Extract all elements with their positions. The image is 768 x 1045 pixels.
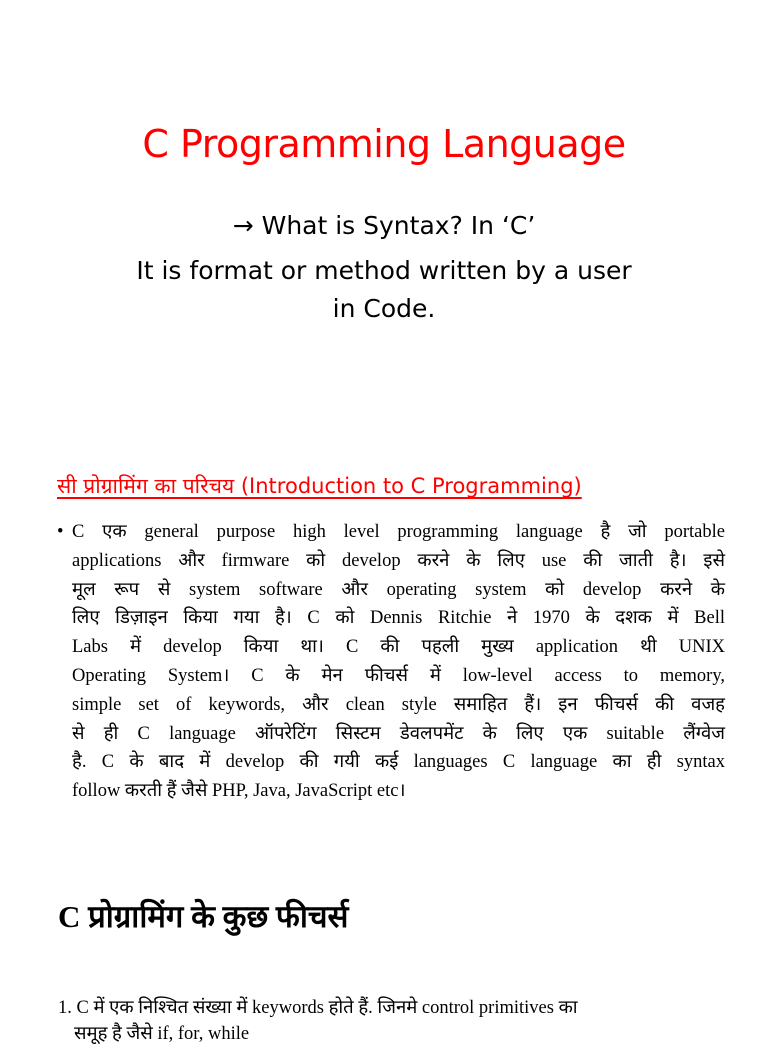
paragraph-line: है. C के बाद में develop की गयी कई languages C language का ही syntax <box>72 752 725 773</box>
paragraph-line: से ही C language ऑपरेटिंग सिस्टम डेवलपमेंट के लिए एक suitable लैंग्वेज <box>72 723 725 744</box>
paragraph-line: simple set of keywords, और clean style समाहित हैं। इन फीचर्स की वजह <box>72 694 725 715</box>
syntax-answer <box>0 252 768 328</box>
slide-title: C Programming Language <box>142 122 626 166</box>
paragraph-line: मूल रूप से system software और operating system को develop करने के <box>72 579 725 600</box>
intro-paragraph <box>57 518 725 806</box>
question-text: What is Syntax? In ‘C’ <box>261 211 536 240</box>
paragraph-line: follow करती हैं जैसे PHP, Java, JavaScript etc। <box>72 781 406 802</box>
paragraph-line: लिए डिज़ाइन किया गया है। C को Dennis Ritchie ने 1970 के दशक में Bell <box>72 608 725 629</box>
paragraph-line: Operating System। C के मेन फीचर्स में low-level access to memory, <box>72 665 725 686</box>
paragraph-line: applications और firmware को develop करने के लिए use की जाती है। इसे <box>72 550 725 571</box>
features-heading: C प्रोग्रामिंग के कुछ फीचर्स <box>58 899 349 934</box>
paragraph-line: Labs में develop किया था। C की पहली मुख्य application थी UNIX <box>72 637 725 658</box>
answer-line: It is format or method written by a user <box>136 256 632 285</box>
paragraph-line: C एक general purpose high level programming language है जो portable <box>72 522 725 542</box>
answer-line: in Code. <box>332 294 436 323</box>
intro-heading: सी प्रोग्रामिंग का परिचय (Introduction to C Programming) <box>57 474 582 498</box>
feature-list-item-continuation: समूह है जैसे if, for, while <box>74 1024 250 1044</box>
bullet-icon: • <box>57 522 64 542</box>
right-arrow-icon: → <box>232 211 254 240</box>
feature-list-item: 1. C में एक निश्चित संख्या में keywords होते हैं. जिनमे control primitives का <box>58 998 578 1018</box>
syntax-question <box>0 207 768 245</box>
